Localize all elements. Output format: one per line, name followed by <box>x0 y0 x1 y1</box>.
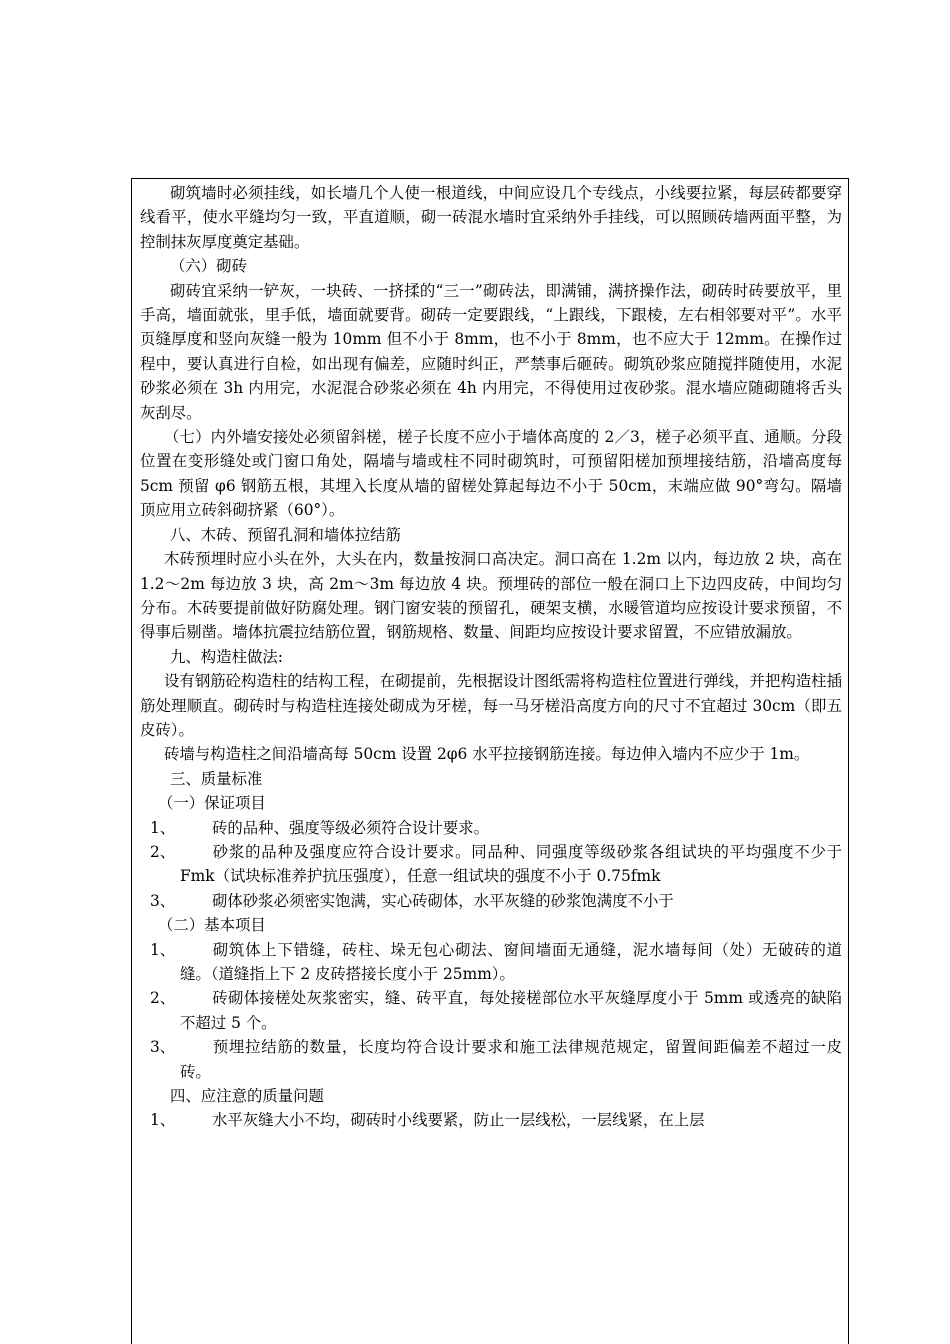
issues-list <box>140 1108 842 1132</box>
list-item-text: 砖的品种、强度等级必须符合设计要求。 <box>212 818 490 837</box>
heading-guarantee-items: （一）保证项目 <box>158 794 266 813</box>
list-item-text: 砌体砂浆必须密实饱满，实心砖砌体，水平灰缝的砂浆饱满度不小于 <box>212 891 674 910</box>
paragraph-bricklaying: 砌砖宜采纳一铲灰，一块砖、一挤揉的“三一”砌砖法，即满铺，满挤操作法，砌砖时砖要放平，里手高，墙面就张，里手低，墙面就要背。砌砖一定要跟线，“上跟线，下跟棱，左右相邻要对平”。水平页缝厚度和竖向灰缝一般为 10mm 但不小于 8mm，也不小于 8mm，也不应大于 12mm。在操作过程中，要认真进行自检，如出现有偏差，应随时纠正，严禁事后砸砖。砌筑砂浆应随搅拌随使用，水泥砂浆必须在 3h 内用完，水泥混合砂浆必须在 4h 内用完，不得使用过夜砂浆。混水墙应随砌随将舌头灰刮尽。 <box>140 281 842 422</box>
list-item-number: 3、 <box>150 1038 176 1057</box>
list-item <box>140 1035 842 1084</box>
heading-basic-items: （二）基本项目 <box>158 916 266 935</box>
paragraph-wood-bricks: 木砖预埋时应小头在外，大头在内，数量按洞口高决定。洞口高在 1.2m 以内，每边放 2 块，高在 1.2～2m 每边放 3 块，高 2m～3m 每边放 4 块。预埋砖的部位一般在洞口上下边四皮砖，中间均匀分布。木砖要提前做好防腐处理。钢门窗安装的预留孔，硬架支横，水暖管道均应按设计要求预留，不得事后剔凿。墙体抗震拉结筋位置，钢筋规格、数量、间距均应按设计要求留置，不应错放漏放。 <box>140 550 842 642</box>
list-item-number: 3、 <box>150 891 176 910</box>
basic-list <box>140 938 842 1084</box>
heading-bricklaying: （六）砌砖 <box>170 257 247 276</box>
list-item-text: 预埋拉结筋的数量，长度均符合设计要求和施工法律规范规定，留置间距偏差不超过一皮砖。 <box>180 1038 842 1081</box>
paragraph-wall-joints: （七）内外墙安接处必须留斜槎，槎子长度不应小于墙体高度的 2／3，槎子必须平直、通顺。分段位置在变形缝处或门窗口角处，隔墙与墙或柱不同时砌筑时，可预留阳槎加预埋接结筋，沿墙高度每 5cm 预留 φ6 钢筋五根，其埋入长度从墙的留槎处算起每边不小于 50cm，末端应做 90°弯勾。隔墙顶应用立砖斜砌挤紧（60°）。 <box>140 428 842 520</box>
heading-quality-standards: 三、质量标准 <box>170 769 263 788</box>
guarantee-list <box>140 816 842 914</box>
paragraph-structural-columns: 设有钢筋砼构造柱的结构工程，在砌提前，先根据设计图纸需将构造柱位置进行弹线，并把构造柱插筋处理顺直。砌砖时与构造柱连接处砌成为牙槎，每一马牙槎沿高度方向的尺寸不宜超过 30cm（即五皮砖）。 <box>140 672 842 739</box>
document-body <box>140 181 842 1133</box>
list-item-number: 1、 <box>150 1111 176 1130</box>
heading-quality-issues: 四、应注意的质量问题 <box>170 1087 324 1106</box>
list-item-text: 砂浆的品种及强度应符合设计要求。同品种、同强度等级砂浆各组试块的平均强度不少于 Fmk（试块标准养护抗压强度），任意一组试块的强度不小于 0.75fmk <box>180 842 842 886</box>
list-item-text: 砖砌体接槎处灰浆密实，缝、砖平直，每处接槎部位水平灰缝厚度小于 5mm 或透亮的缺陷不超过 5 个。 <box>180 989 842 1032</box>
paragraph-tie-bars: 砖墙与构造柱之间沿墙高每 50cm 设置 2φ6 水平拉接钢筋连接。每边伸入墙内不应少于 1m。 <box>164 745 810 764</box>
list-item <box>140 986 842 1035</box>
list-item <box>140 889 842 913</box>
paragraph-line-hanging: 砌筑墙时必须挂线，如长墙几个人使一根道线，中间应设几个专线点，小线要拉紧，每层砖都要穿线看平，使水平缝均匀一致，平直道顺，砌一砖混水墙时宜采纳外手挂线，可以照顾砖墙两面平整，为控制抹灰厚度奠定基础。 <box>140 184 842 251</box>
list-item-number: 1、 <box>150 818 176 837</box>
list-item-number: 2、 <box>150 842 176 861</box>
list-item-number: 1、 <box>150 940 176 959</box>
list-item <box>140 938 842 987</box>
list-item-text: 砌筑体上下错缝，砖柱、垛无包心砌法、窗间墙面无通缝，泥水墙每间（处）无破砖的道缝。（道缝指上下 2 皮砖搭接长度小于 25mm）。 <box>180 940 842 983</box>
list-item <box>140 1108 842 1132</box>
list-item-number: 2、 <box>150 989 176 1008</box>
list-item-text: 水平灰缝大小不均，砌砖时小线要紧，防止一层线松，一层线紧，在上层 <box>212 1111 705 1130</box>
heading-wood-bricks: 八、木砖、预留孔洞和墙体拉结筋 <box>170 525 401 544</box>
list-item <box>140 816 842 840</box>
list-item <box>140 840 842 889</box>
heading-structural-columns: 九、构造柱做法: <box>170 647 283 666</box>
